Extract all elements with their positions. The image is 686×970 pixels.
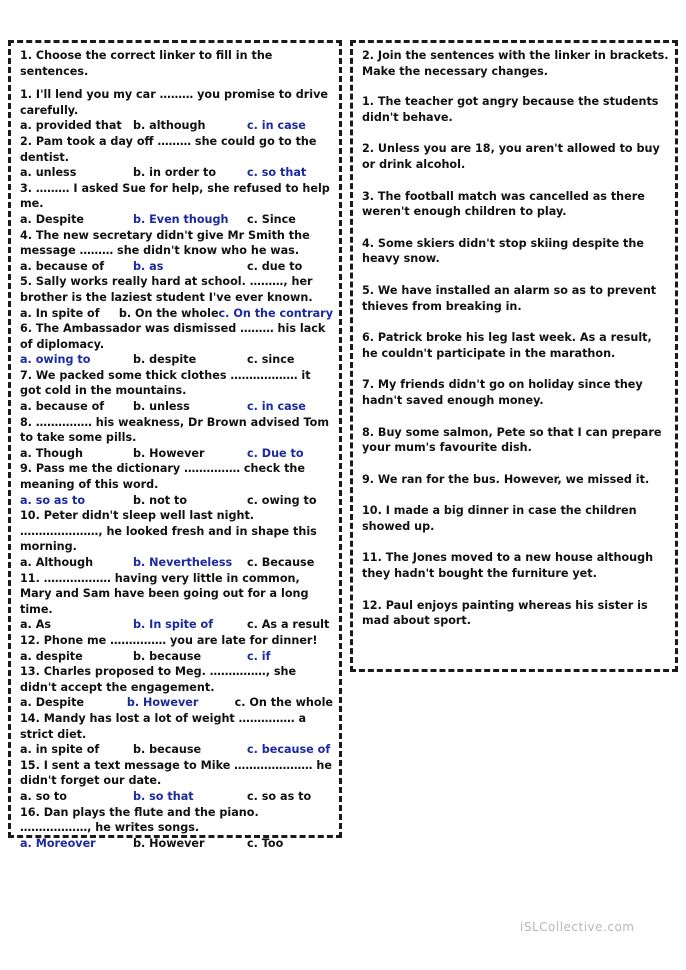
option-a: a. so to (20, 789, 67, 803)
option-b-answer: b. However (126, 696, 199, 710)
question-text: 14. Mandy has lost a lot of weight …………… a strict diet. (20, 711, 307, 741)
options-row (20, 446, 333, 462)
question-6 (20, 321, 333, 368)
options-row (20, 695, 333, 711)
options-row (20, 789, 333, 805)
sentence-item-3: 3. The football match was cancelled as there weren't enough children to play. (362, 189, 645, 219)
option-a: a. because of (20, 400, 105, 414)
options-row (20, 165, 333, 181)
options-row (20, 649, 333, 665)
sentence-item-8: 8. Buy some salmon, Pete so that I can prepare your mum's favourite dish. (362, 425, 662, 455)
option-b-answer: b. as (133, 259, 164, 273)
options-row (20, 306, 333, 322)
option-c-answer: c. On the contrary (218, 306, 333, 320)
exercise-2-heading: 2. Join the sentences with the linker in brackets. Make the necessary changes. (362, 49, 669, 78)
option-b: b. because (133, 649, 202, 663)
exercise-2-panel (350, 40, 678, 672)
option-a: a. in spite of (20, 743, 100, 757)
option-b: b. On the whole (118, 306, 219, 320)
option-b: b. because (133, 743, 202, 757)
option-b: b. not to (133, 493, 188, 507)
option-a: a. In spite of (20, 306, 100, 320)
option-b-answer: b. so that (133, 789, 194, 803)
sentence-item-5: 5. We have installed an alarm so as to prevent thieves from breaking in. (362, 283, 657, 313)
sentence-item-4: 4. Some skiers didn't stop skiing despite the heavy snow. (362, 236, 644, 266)
option-c: c. Too (247, 836, 284, 850)
option-b: b. in order to (133, 166, 217, 180)
sentence-item-2: 2. Unless you are 18, you aren't allowed to buy or drink alcohol. (362, 142, 660, 171)
option-a: a. Despite (20, 212, 85, 226)
question-text: 2. Pam took a day off ……… she could go to the dentist. (20, 134, 317, 164)
option-c-answer: c. in case (247, 119, 306, 133)
question-text: 4. The new secretary didn't give Mr Smith the message ……… she didn't know who he was. (20, 228, 310, 258)
option-c-answer: c. in case (247, 400, 306, 414)
options-row (20, 493, 333, 509)
option-a: a. unless (20, 166, 77, 180)
sentence-item-7: 7. My friends didn't go on holiday since they hadn't saved enough money. (362, 378, 643, 407)
question-10 (20, 508, 333, 570)
option-a-answer: a. so as to (20, 493, 86, 507)
option-a: a. provided that (20, 119, 122, 133)
option-a: a. Although (20, 556, 94, 569)
options-row (20, 555, 333, 571)
option-b: b. despite (133, 353, 197, 367)
options-row (20, 742, 333, 758)
sentence-item-10: 10. I made a big dinner in case the children showed up. (362, 504, 637, 533)
option-c: c. On the whole (234, 696, 333, 710)
option-c-answer: c. if (247, 649, 271, 663)
option-b-answer: b. Nevertheless (133, 556, 233, 569)
question-text: 16. Dan plays the flute and the piano. ………………, he writes songs. (20, 805, 259, 835)
question-3 (20, 181, 333, 228)
exercise-1-panel (8, 40, 342, 850)
question-text: 6. The Ambassador was dismissed ……… his lack of diplomacy. (20, 322, 326, 351)
watermark: iSLCollective.com (520, 920, 635, 934)
sentence-item-12: 12. Paul enjoys painting whereas his sister is mad about sport. (362, 598, 648, 628)
option-c: c. Since (247, 212, 296, 226)
option-c-answer: c. so that (247, 166, 307, 180)
question-text: 11. ……………… having very little in common, Mary and Sam have been going out for a long time. (20, 571, 309, 616)
sentence-item-11: 11. The Jones moved to a new house although they hadn't bought the furniture yet. (362, 551, 654, 581)
question-13 (20, 664, 333, 711)
question-text: 7. We packed some thick clothes ……………… it got cold in the mountains. (20, 368, 311, 398)
sentence-item-1: 1. The teacher got angry because the students didn't behave. (362, 95, 659, 124)
question-14 (20, 711, 333, 758)
question-text: 1. I'll lend you my car ……… you promise to drive carefully. (20, 88, 328, 117)
sentence-item-6: 6. Patrick broke his leg last week. As a result, he couldn't participate in the marathon. (362, 331, 652, 360)
options-row (20, 212, 333, 228)
options-row (20, 836, 333, 852)
option-c: c. Because (247, 556, 315, 569)
sentence-item-9: 9. We ran for the bus. However, we missed it. (362, 472, 650, 486)
question-15 (20, 758, 333, 805)
question-9 (20, 461, 333, 508)
option-b: b. unless (133, 400, 190, 414)
exercise-1-heading: 1. Choose the correct linker to fill in the sentences. (20, 49, 273, 78)
question-text: 5. Sally works really hard at school. ………, her brother is the laziest student I've ever known. (20, 275, 313, 304)
option-b-answer: b. Even though (133, 212, 229, 226)
question-text: 13. Charles proposed to Meg. ……………, she didn't accept the engagement. (20, 665, 297, 694)
question-text: 12. Phone me …………… you are late for dinner! (20, 633, 318, 647)
exercise-1-questions (20, 87, 333, 851)
option-c: c. owing to (247, 493, 317, 507)
question-text: 9. Pass me the dictionary …………… check the meaning of this word. (20, 462, 305, 492)
option-a-answer: a. Moreover (20, 836, 96, 850)
exercise-2-items (362, 94, 669, 629)
option-c: c. due to (247, 259, 303, 273)
option-a: a. Though (20, 446, 83, 460)
options-row (20, 352, 333, 368)
option-a: a. because of (20, 259, 105, 273)
option-c: c. so as to (247, 789, 312, 803)
option-b: b. However (133, 836, 205, 850)
question-text: 8. …………… his weakness, Dr Brown advised Tom to take some pills. (20, 415, 329, 445)
question-text: 3. ……… I asked Sue for help, she refused to help me. (20, 181, 330, 211)
options-row (20, 399, 333, 415)
option-b: b. although (133, 119, 206, 133)
question-2 (20, 134, 333, 181)
option-a: a. despite (20, 649, 83, 663)
option-b-answer: b. In spite of (133, 618, 214, 632)
options-row (20, 617, 333, 633)
question-5 (20, 274, 333, 321)
question-text: 10. Peter didn't sleep well last night. …………………, he looked fresh and in shape this morning. (20, 509, 317, 554)
option-c: c. As a result (247, 618, 330, 632)
option-c-answer: c. because of (247, 743, 331, 757)
options-row (20, 118, 333, 134)
question-8 (20, 415, 333, 462)
question-12 (20, 633, 333, 664)
option-b: b. However (133, 446, 205, 460)
question-7 (20, 368, 333, 415)
option-c-answer: c. Due to (247, 446, 304, 460)
question-1 (20, 87, 333, 134)
question-11 (20, 571, 333, 633)
option-a: a. Despite (20, 696, 85, 710)
question-16 (20, 805, 333, 852)
option-a: a. As (20, 618, 52, 632)
option-a-answer: a. owing to (20, 353, 91, 367)
question-text: 15. I sent a text message to Mike ………………… he didn't forget our date. (20, 758, 332, 788)
question-4 (20, 228, 333, 275)
options-row (20, 259, 333, 275)
option-c: c. since (247, 353, 295, 367)
